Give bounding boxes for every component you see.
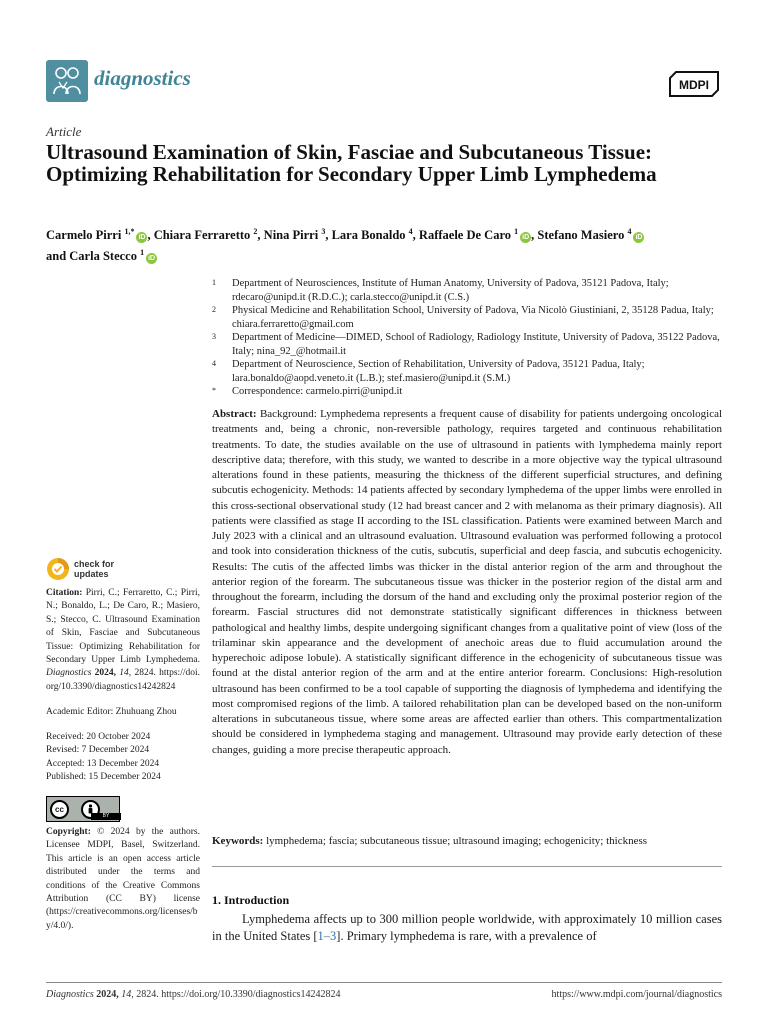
orcid-icon[interactable]: iD <box>635 234 643 241</box>
cc-by-license-badge[interactable] <box>46 796 120 822</box>
author-name[interactable]: Stefano Masiero <box>537 228 625 242</box>
affiliation-text: Department of Neurosciences, Institute of Human Anatomy, University of Padova, 35121 Padova, Italy; rdecaro@unipd.it (R.D.C.); carla.stecco@unipd.it (C.S.) <box>232 278 669 303</box>
affiliation-number: * <box>212 386 216 395</box>
cc-icon: cc <box>50 800 69 819</box>
dates-block <box>46 731 200 785</box>
affiliation-number: 3 <box>212 332 216 341</box>
orcid-icon[interactable]: iD <box>148 255 156 262</box>
authors-connector: and <box>46 249 67 263</box>
affiliation-number: 4 <box>212 359 216 368</box>
abstract <box>212 407 722 758</box>
revised-date: Revised: 7 December 2024 <box>46 745 150 756</box>
footer-journal: Diagnostics <box>46 989 94 1000</box>
academic-editor: Academic Editor: Zhuhuang Zhou <box>46 707 177 717</box>
by-label: BY <box>91 813 121 820</box>
keywords-text: lymphedema; fascia; subcutaneous tissue; ultrasound imaging; echogenicity; thickness <box>266 835 648 847</box>
affiliation-text: Physical Medicine and Rehabilitation School, University of Padova, Via Nicolò Giustiniani, 2, 35128 Padua, Italy; chiara.ferraretto@gmail.com <box>232 305 714 330</box>
citation-text: Pirri, C.; Ferraretto, C.; Pirri, N.; Bonaldo, L.; De Caro, R.; Masiero, S.; Stecco, C. Ultrasound Examination of Skin, Fasciae and Subcutaneous Tissue: Optimizing Rehabilitation for Secondary Upper Limb Lymphedema. <box>46 588 201 666</box>
footer-year: 2024, <box>96 989 119 1000</box>
keywords-label: Keywords: <box>212 835 264 847</box>
affiliation-number: 2 <box>212 305 216 314</box>
abstract-label: Abstract: <box>212 408 257 420</box>
accepted-date: Accepted: 13 December 2024 <box>46 758 160 769</box>
intro-paragraph <box>212 911 722 945</box>
citation-volume: 14, <box>119 668 132 679</box>
footer-volume: 14, <box>121 989 134 1000</box>
keywords <box>212 834 722 848</box>
published-date: Published: 15 December 2024 <box>46 772 161 783</box>
check-updates-line1: check for <box>74 559 115 569</box>
citation-journal: Diagnostics <box>46 668 92 679</box>
citation-block <box>46 587 200 694</box>
citation-year: 2024, <box>94 668 117 679</box>
copyright-label: Copyright: <box>46 827 91 837</box>
author-name[interactable]: Carla Stecco <box>69 249 137 263</box>
author-name[interactable]: Lara Bonaldo <box>331 228 406 242</box>
affiliations <box>212 277 732 399</box>
affiliation-item <box>212 385 732 399</box>
affiliation-text: Correspondence: carmelo.pirri@unipd.it <box>232 386 403 397</box>
article-title: Ultrasound Examination of Skin, Fasciae and Subcutaneous Tissue: Optimizing Rehabilitation for Secondary Upper Limb Lymphedema <box>46 140 657 186</box>
affiliation-text: Department of Medicine—DIMED, School of Radiology, Radiology Institute, University of Padova, 35122 Padova, Italy; nina_92_@hotmail.it <box>232 332 720 357</box>
author-affiliation-mark: 1,* <box>124 227 135 236</box>
author-affiliation-mark: 3 <box>321 227 326 236</box>
author-affiliation-mark: 4 <box>627 227 632 236</box>
check-updates-icon <box>46 557 70 581</box>
author-affiliation-mark: 2 <box>253 227 258 236</box>
mdpi-logo[interactable] <box>666 70 722 98</box>
citation-doi[interactable]: 2824. https://doi.org/10.3390/diagnostics14242824 <box>46 668 200 692</box>
footer-doi[interactable]: 2824. https://doi.org/10.3390/diagnostics14242824 <box>136 989 341 1000</box>
copyright-text: © 2024 by the authors. Licensee MDPI, Basel, Switzerland. This article is an open access article distributed under the terms and conditions of the Creative Commons Attribution (CC BY) license (https://creativecommons.org/licenses/by/4.0/). <box>46 827 200 931</box>
intro-text-b: ]. Primary lymphedema is rare, with a prevalence of <box>336 929 597 943</box>
check-updates-line2: updates <box>74 569 109 579</box>
check-for-updates-button[interactable] <box>46 557 114 581</box>
intro-text-a: Lymphedema affects up to 300 million people worldwide, with approximately 10 million cases in the United States [ <box>212 912 722 943</box>
received-date: Received: 20 October 2024 <box>46 732 151 742</box>
abstract-text: Background: Lymphedema represents a frequent cause of disability for patients undergoing oncological treatments and, being a chronic, non-reversible pathology, requires targeted and continuous rehabilitation treatments. To date, the studies available on the use of ultrasound in patients with lymphedema mainly report descriptive data; therefore, with this study, we wanted to describe in a more objective way the typical ultrasound alterations found in these patients, measuring the thickness of the different superficial structures, and defining subcutis echogenicity. Methods: 14 patients affected by secondary lymphedema of the upper limbs were enrolled in this cross-sectional observational study (12 had breast cancer and 2 with melanoma as their primary diagnosis). All patients were classified as stage II according to the ISL classification. Patients were examined between March and July 2023 with a clinical and an ultrasound evaluation. Ultrasound evaluation was performed following a protocol and took into consideration thickness of the cutis, subcutis, superficial and deep fascia, and subcutis echogenicity. Results: The cutis of the affected limbs was thicker in the distal anterior region of the arm and throughout the anterior region of the forearm. The subcutaneous tissue was thicker in the posterior region of the distal arm and throughout the forearm, including the dorsum of the hand and excluding only the proximal posterior region of the forearm. Fascial structures did not demonstrate statistically significant differences in thickness between pathological and healthy limbs, despite undergoing significant changes from a qualitative point of view (loss of the trilaminar skin appearance and the development of anechoic areas due to fluid accumulation around the hyperechoic adipose lobule). A statistically significant difference in the echogenicity of subcutaneous tissue was found at the distal anterior region of the arm and at the entire anterior forearm. Conclusions: High-resolution ultrasound has been confirmed to be a tool capable of supporting the diagnosis of lymphedema and identifying the most compromised regions of the limb. A tailored rehabilitation plan can be developed based on the non-uniform alterations in subcutaneous tissue, where some areas are affected earlier than others. This compartmentalization should be considered in lymphedema staging and management. Ultrasound may provide early detection of these changes, guiding a more precise therapeutic approach. <box>212 408 723 756</box>
affiliation-item <box>212 277 732 304</box>
journal-name[interactable]: diagnostics <box>94 66 191 90</box>
orcid-icon[interactable]: iD <box>138 234 146 241</box>
divider <box>212 866 722 867</box>
copyright-block <box>46 826 200 933</box>
section-title: 1. Introduction <box>212 893 290 907</box>
footer-citation <box>46 989 341 1000</box>
affiliation-text: Department of Neuroscience, Section of Rehabilitation, University of Padova, 35121 Padua, Italy; lara.bonaldo@aopd.veneto.it (L.B.); stef.masiero@unipd.it (S.M.) <box>232 359 645 384</box>
orcid-icon[interactable]: iD <box>522 234 530 241</box>
author-affiliation-mark: 4 <box>408 227 413 236</box>
footer-divider <box>46 982 722 983</box>
affiliation-item <box>212 358 732 385</box>
article-type: Article <box>46 124 82 139</box>
citation-link[interactable]: 1–3 <box>317 929 337 943</box>
author-affiliation-mark: 1 <box>140 248 145 257</box>
author-name[interactable]: Chiara Ferraretto <box>153 228 251 242</box>
author-name[interactable]: Nina Pirri <box>263 228 319 242</box>
footer-journal-url[interactable]: https://www.mdpi.com/journal/diagnostics <box>551 989 722 1000</box>
mdpi-logo-text: MDPI <box>679 78 709 92</box>
author-name[interactable]: Carmelo Pirri <box>46 228 122 242</box>
author-affiliation-mark: 1 <box>514 227 519 236</box>
author-list: Carmelo Pirri $^{1,*}$iD , Chiara Ferraretto $^2$, Nina Pirri $^3$, Lara Bonaldo $^4$, Raffaele De Caro $^1$iD , Stefano Masiero $^4$iD and Carla Stecco $^1$iD <box>46 227 643 263</box>
citation-label: Citation: <box>46 588 83 598</box>
affiliation-item <box>212 331 732 358</box>
affiliation-item <box>212 304 732 331</box>
journal-logo-icon <box>46 60 88 102</box>
author-name[interactable]: Raffaele De Caro <box>418 228 512 242</box>
affiliation-number: 1 <box>212 278 216 287</box>
